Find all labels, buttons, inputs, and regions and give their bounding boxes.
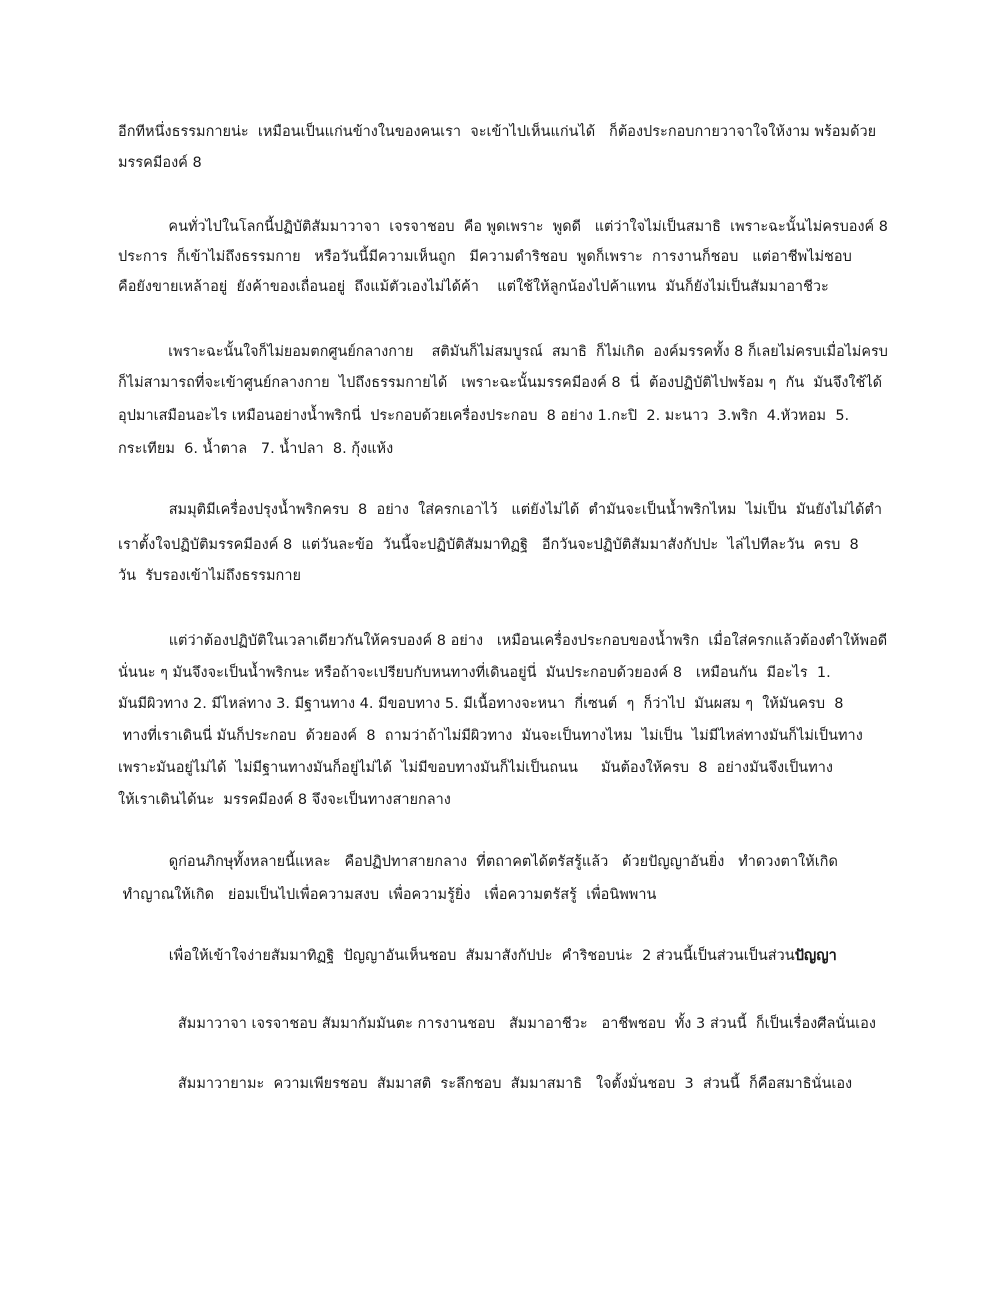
paragraph-5-line-2: นั่นนะ ๆ มันจึงจะเป็นน้ำพริกนะ หรือถ้าจะเปรียบกับหนทางที่เดินอยู่นี่ มันประกอบด้วยองค์ 8 เหมือนกัน มีอะไร 1. (118, 665, 831, 681)
paragraph-5-line-5: เพราะมันอยู่ไม่ได้ ไม่มีฐานทางมันก็อยู่ไม่ได้ ไม่มีขอบทางมันก็ไม่เป็นถนน มันต้องให้ครบ 8 อย่างมันจึงเป็นทาง (118, 760, 833, 776)
paragraph-2-line-1: คนทั่วไปในโลกนี้ปฏิบัติสัมมาวาจา เจรจาชอบ คือ พูดเพราะ พูดดี แต่ว่าใจไม่เป็นสมาธิ เพราะฉะนั้นไม่ครบองค์ 8 (118, 219, 888, 235)
paragraph-4-line-1: สมมุติมีเครื่องปรุงน้ำพริกครบ 8 อย่าง ใส่ครกเอาไว้ แต่ยังไม่ได้ ตำมันจะเป็นน้ำพริกไหม ไม่เป็น มันยังไม่ได้ตำ (118, 502, 883, 518)
paragraph-1-line-1: อีกทีหนึ่งธรรมกายน่ะ เหมือนเป็นแก่นข้างในของคนเรา จะเข้าไปเห็นแก่นได้ ก็ต้องประกอบกายวาจาใจให้งาม พร้อมด้วย (118, 124, 877, 140)
paragraph-2-line-2: ประการ ก็เข้าไม่ถึงธรรมกาย หรือวันนี้มีความเห็นถูก มีความดำริชอบ พูดก็เพราะ การงานก็ชอบ แต่อาชีพไม่ชอบ (118, 249, 852, 265)
paragraph-3-line-1: เพราะฉะนั้นใจก็ไม่ยอมตกศูนย์กลางกาย สติมันก็ไม่สมบูรณ์ สมาธิ ก็ไม่เกิด องค์มรรคทั้ง 8 ก็เลยไม่ครบเมื่อไม่ครบ (118, 344, 888, 360)
paragraph-4-line-3: วัน รับรองเข้าไม่ถึงธรรมกาย (118, 568, 301, 584)
paragraph-9-line-1: สัมมาวายามะ ความเพียรชอบ สัมมาสติ ระลึกชอบ สัมมาสมาธิ ใจตั้งมั่นชอบ 3 ส่วนนี้ ก็คือสมาธินั่นเอง (118, 1076, 853, 1092)
paragraph-7-line-1 (118, 945, 837, 967)
paragraph-1-line-2: มรรคมีองค์ 8 (118, 155, 202, 171)
paragraph-2-line-3: คือยังขายเหล้าอยู่ ยังค้าของเถื่อนอยู่ ถึงแม้ตัวเองไม่ได้ค้า แต่ใช้ให้ลูกน้องไปค้าแทน มันก็ยังไม่เป็นสัมมาอาชีวะ (118, 279, 829, 295)
paragraph-5-line-6: ให้เราเดินได้นะ มรรคมีองค์ 8 จึงจะเป็นทางสายกลาง (118, 792, 451, 808)
paragraph-6-line-2: ทำญาณให้เกิด ย่อมเป็นไปเพื่อความสงบ เพื่อความรู้ยิ่ง เพื่อความตรัสรู้ เพื่อนิพพาน (118, 887, 657, 903)
paragraph-3-line-3: อุปมาเสมือนอะไร เหมือนอย่างน้ำพริกนี่ ประกอบด้วยเครื่องประกอบ 8 อย่าง 1.กะปิ 2. มะนาว 3.พริก 4.หัวหอม 5. (118, 408, 850, 424)
paragraph-7-bold-word: ปัญญา (794, 948, 837, 964)
paragraph-5-line-3: มันมีผิวทาง 2. มีไหล่ทาง 3. มีฐานทาง 4. มีขอบทาง 5. มีเนื้อทางจะหนา กี่เซนต์ ๆ ก็ว่าไป มันผสม ๆ ให้มันครบ 8 (118, 696, 844, 712)
paragraph-5-line-1: แต่ว่าต้องปฏิบัติในเวลาเดียวกันให้ครบองค์ 8 อย่าง เหมือนเครื่องประกอบของน้ำพริก เมื่อใส่ครกแล้วต้องตำให้พอดี (118, 633, 888, 649)
paragraph-4-line-2: เราตั้งใจปฏิบัติมรรคมีองค์ 8 แต่วันละข้อ วันนี้จะปฏิบัติสัมมาทิฏฐิ อีกวันจะปฏิบัติสัมมาสังกัปปะ ไล่ไปทีละวัน ครบ 8 (118, 537, 859, 553)
paragraph-7-text: เพื่อให้เข้าใจง่ายสัมมาทิฏฐิ ปัญญาอันเห็นชอบ สัมมาสังกัปปะ คำริชอบน่ะ 2 ส่วนนี้เป็นส่วนเป็นส่วน (118, 948, 795, 964)
paragraph-6-line-1: ดูก่อนภิกษุทั้งหลายนี้แหละ คือปฏิปทาสายกลาง ที่ตถาคตได้ตรัสรู้แล้ว ด้วยปัญญาอันยิ่ง ทำดวงตาให้เกิด (118, 854, 838, 870)
paragraph-5-line-4: ทางที่เราเดินนี่ มันก็ประกอบ ด้วยองค์ 8 ถามว่าถ้าไม่มีผิวทาง มันจะเป็นทางไหม ไม่เป็น ไม่มีไหล่ทางมันก็ไม่เป็นทาง (118, 728, 863, 744)
paragraph-3-line-2: ก็ไม่สามารถที่จะเข้าศูนย์กลางกาย ไปถึงธรรมกายได้ เพราะฉะนั้นมรรคมีองค์ 8 นี่ ต้องปฏิบัติไปพร้อม ๆ กัน มันจึงใช้ได้ (118, 375, 883, 391)
paragraph-8-line-1: สัมมาวาจา เจรจาชอบ สัมมากัมมันตะ การงานชอบ สัมมาอาชีวะ อาชีพชอบ ทั้ง 3 ส่วนนี้ ก็เป็นเรื่องศีลนั่นเอง (118, 1016, 876, 1032)
paragraph-3-line-4: กระเทียม 6. น้ำตาล 7. น้ำปลา 8. กุ้งแห้ง (118, 441, 394, 457)
